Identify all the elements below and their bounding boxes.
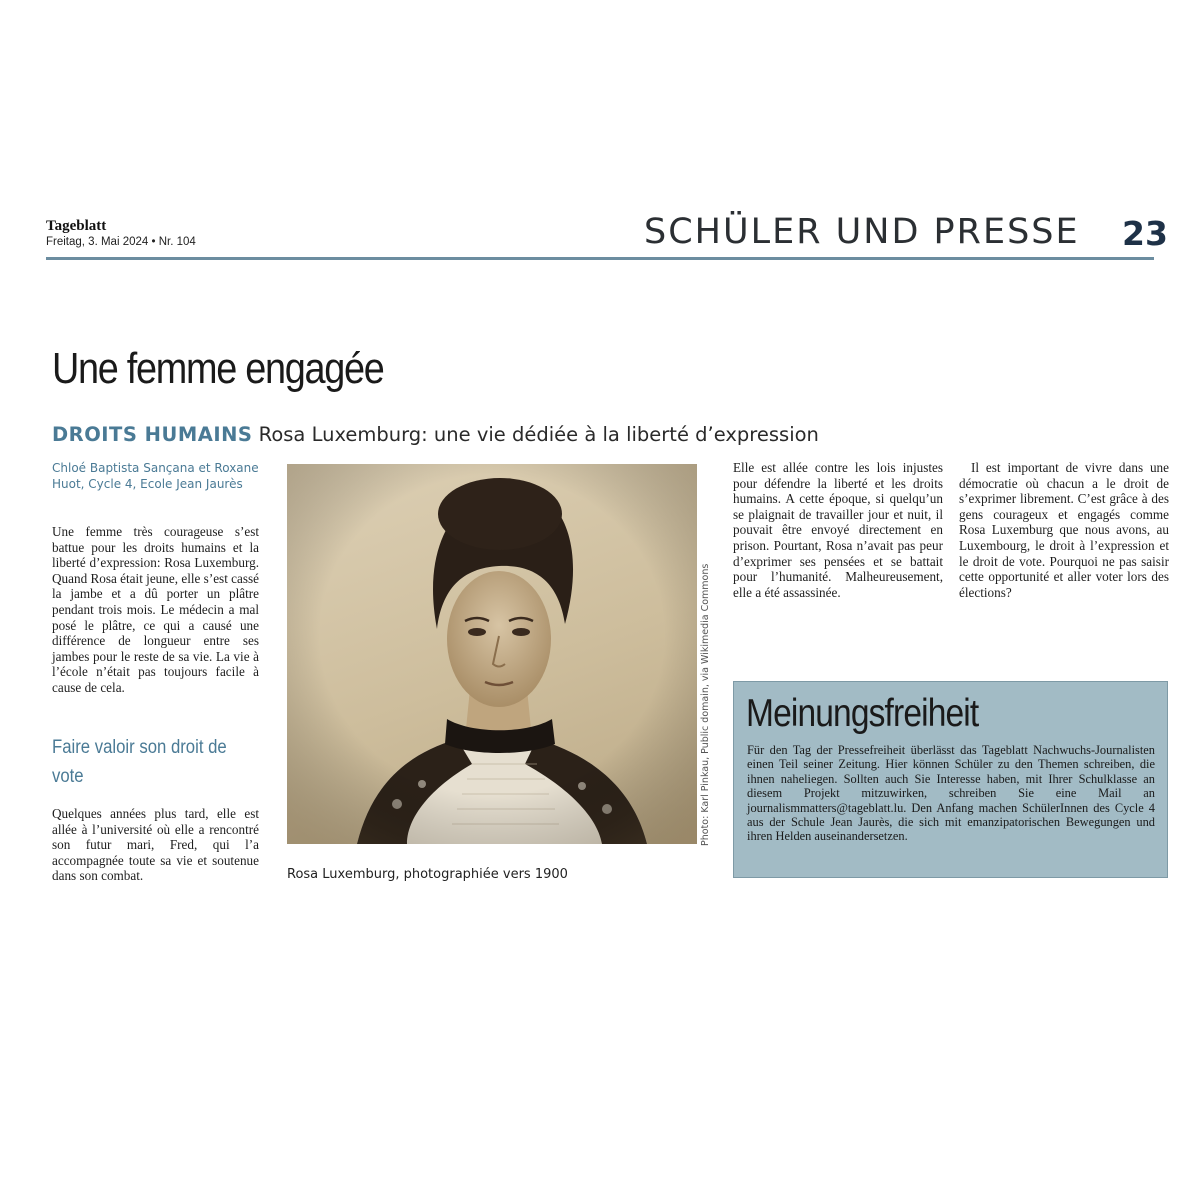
article-paragraph-4: Il est important de vivre dans une démocratie où chacun a le droit de s’exprimer librement. C’est grâce à des gens courageux et engagés comme Rosa Luxemburg que nous avons, au Luxembourg, le droit à l’expression et le droit de vote. Pourquoi ne pas saisir cette opportunité et aller voter lors des élections? [959,460,1169,600]
article-paragraph-1: Une femme très courageuse s’est battue pour les droits humains et la liberté d’expression: Rosa Luxemburg. Quand Rosa était jeune, elle s’est cassé la jambe et a dû porter un plâtre pendant trois mois. Le médecin a mal posé le plâtre, ce qui a causé une différence de longueur entre ses jambes pour le reste de sa vie. La vie à l’école n’était pas toujours facile à cause de cela. [52,524,259,695]
article-subheading: Faire valoir son droit de vote [52,737,227,787]
headline: Une femme engagée [52,344,384,393]
info-box-title: Meinungsfreiheit [746,692,979,735]
article-paragraph-3: Elle est allée contre les lois injustes pour défendre la liberté et les droits humains. A cette époque, si quelqu’un se plaignait de travailler jour et nuit, il pouvait être envoyé directement en prison. Pourtant, Rosa n’avait pas peur d’exprimer ses pensées et se battait pour l’humanité. Malheureusement, elle a été assassinée. [733,460,943,600]
portrait-illustration [287,464,697,844]
page-number: 23 [1122,214,1168,253]
masthead: Tageblatt [46,218,107,234]
kicker: DROITS HUMAINS [52,423,253,446]
info-box-text: Für den Tag der Pressefreiheit überlässt das Tageblatt Nachwuchs-Journalisten einen Teil seiner Zeitung. Hier können Schüler zu den Themen schreiben, die ihnen naheliegen. Sollten auch Sie Interesse haben, mit Ihrer Schulklasse an diesem Projekt mitzuwirken, schreiben Sie eine Mail an journalismmatters@tageblatt.lu. Den Anfang machen SchülerInnen des Cycle 4 aus der Schule Jean Jaurès, die sich mit emanzipatorischen Bewegungen und ihren Helden auseinandersetzen. [747,743,1155,844]
photo-credit-text: Photo: Karl Pinkau, Public domain, via Wikimedia Commons [700,563,711,846]
portrait-photo [287,464,697,844]
photo-caption: Rosa Luxemburg, photographiée vers 1900 [287,867,568,882]
author-byline: Chloé Baptista Sançana et Roxane Huot, Cycle 4, Ecole Jean Jaurès [52,461,259,491]
article-paragraph-2: Quelques années plus tard, elle est allée à l’université où elle a rencontré son futur mari, Fred, qui l’a accompagnée toute sa vie et soutenue dans son combat. [52,806,259,884]
subhead-text: Rosa Luxemburg: une vie dédiée à la liberté d’expression [258,423,819,446]
photo-credit [700,516,714,846]
subhead [52,423,819,446]
section-title: SCHÜLER UND PRESSE [644,212,1080,252]
header-rule [46,257,1154,260]
dateline: Freitag, 3. Mai 2024 • Nr. 104 [46,236,196,248]
